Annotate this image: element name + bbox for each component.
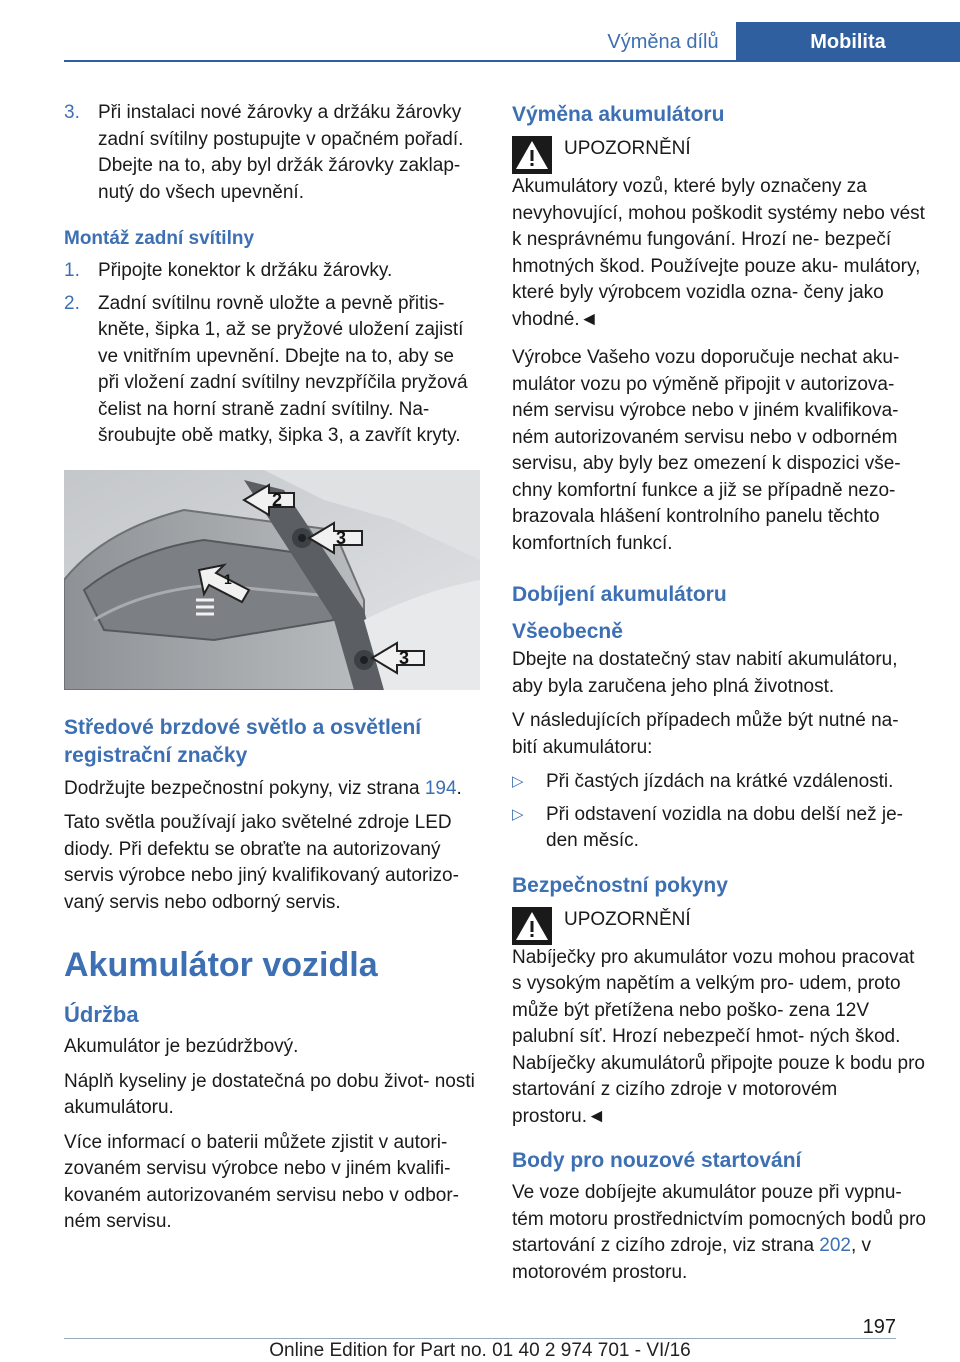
tail-light-figure [64,470,480,690]
footer-rule [64,1338,896,1339]
warning-text: Akumulátory vozů, které byly označeny za nevyhovující, mohou poškodit systémy nebo vést k nesprávnému fungování. Hrozí ne- bezpečí hmotných škod. Používejte pouze aku- mulátory, které byly výrobcem vozidla ozna- čeny jako vhodné.◄ [512,176,925,330]
list-item [512,769,928,796]
paragraph: Akumulátor je bezúdržbový. [64,1036,299,1057]
paragraph: Více informací o baterii můžete zjistit v autori- zovaném servisu výrobce nebo v jiném kvalifi- kovaném autorizovaném servisu nebo v odbor- ném servisu. [64,1131,459,1232]
subheading-bezpecnost: Bezpečnostní pokyny [512,873,728,897]
list-number: 2. [64,292,80,314]
page-link-194[interactable]: 194 [424,777,457,799]
header-rule [64,60,960,62]
left-column [64,100,480,1244]
paragraph: Náplň kyseliny je dostatečná po dobu život- nosti akumulátoru. [64,1070,475,1118]
heading-brake-light: Středové brzdové světlo a osvětlení registrační značky [64,715,422,767]
list-item [64,291,480,450]
list-text: Při instalaci nové žárovky a držáku žárovky zadní svítilny postupujte v opačném pořadí. Dbejte na to, aby byl držák žárovky zaklap- nutý do všech upevnění. [98,102,464,203]
paragraph [512,1180,928,1286]
arrow-label-3a: 3 [336,527,347,548]
subheading-montaz: Montáž zadní svítilny [64,228,255,249]
section-heading-battery: Akumulátor vozidla [64,946,378,984]
warning-box [512,134,928,333]
heading-dobijeni: Dobíjení akumulátoru [512,583,727,606]
list-text: Při odstavení vozidla na dobu delší než je- den měsíc. [546,803,903,851]
arrow-label-3b: 3 [399,647,410,668]
list-text: Zadní svítilnu rovně uložte a pevně přitis- kněte, šipka 1, až se pryžové uložení zajistí ve vnitřním upevnění. Dbejte na to, aby se při vložení zadní svítilny nevzpříčila pryžová čelist na horní straně zadní svítilny. Na- šroubujte obě matky, šipka 3, a zavřít kryty. [98,292,468,446]
warning-title: UPOZORNĚNÍ [564,908,691,930]
edition-footer: Online Edition for Part no. 01 40 2 974 701 - VI/16 [269,1340,691,1361]
paragraph-text: Ve voze dobíjejte akumulátor pouze při vypnu- tém motoru prostřednictvím pomocných bodů pro startování z cizího zdroje, viz strana [512,1182,926,1256]
subheading-body-startovani: Body pro nouzové startování [512,1149,802,1172]
right-column [512,100,928,1294]
warning-text: Nabíječky pro akumulátor vozu mohou pracovat s vysokým napětím a velkým pro- udem, proto může být přetížena nebo poško- zena 12V palubní síť. Hrozí nebezpečí hmot- ných škod. Nabíječky akumulátorů připojte pouze k bodu pro startování z cizího zdroje v motorovém prostoru.◄ [512,946,925,1127]
paragraph-text: Dodržujte bezpečnostní pokyny, viz strana [64,777,425,799]
list-text: Při častých jízdách na krátké vzdálenosti. [546,771,894,792]
arrow-label-2: 2 [272,489,283,510]
paragraph: Výrobce Vašeho vozu doporučuje nechat aku- mulátor vozu po výměně připojit v autorizova- ném servisu výrobce nebo v jiném kvalifikova- ném autorizovaném servisu nebo v odborném servisu, aby byly bez omezení k dispozici vše- chny komfortní funkce a již se případně nezo- brazovala hlášení kontrolního panelu těchto komfortních funkcí. [512,347,901,554]
bullet-marker: ▷ [512,773,524,790]
chapter-tab: Mobilita [736,22,960,62]
paragraph: Dbejte na dostatečný stav nabití akumulátoru, aby byla zaručena jeho plná životnost. [512,649,898,697]
list-item [64,100,480,206]
warning-box [512,905,928,1131]
list-number: 3. [64,102,80,123]
heading-vymena: Výměna akumulátoru [512,103,725,126]
list-item [512,802,928,855]
list-text: Připojte konektor k držáku žárovky. [98,260,393,281]
warning-title: UPOZORNĚNÍ [564,138,691,159]
arrow-label-1: 1 [224,570,232,587]
subheading-udrzba: Údržba [64,1002,139,1027]
section-title: Výměna dílů [607,31,719,53]
subheading-vseobecne: Všeobecně [512,620,623,643]
paragraph-text: . [456,777,462,799]
list-number: 1. [64,260,80,281]
list-item [64,258,480,285]
warning-icon [512,907,552,945]
paragraph-text: , v motorovém prostoru. [512,1235,872,1283]
paragraph [64,776,480,803]
paragraph: V následujících případech může být nutné na- bití akumulátoru: [512,710,899,758]
paragraph: Tato světla používají jako světelné zdroje LED diody. Při defektu se obraťte na autorizovaný servis výrobce nebo jiný kvalifikovaný autorizo- vaný servis nebo odborný servis. [64,812,459,913]
warning-icon [512,136,552,174]
bullet-marker: ▷ [512,805,524,823]
tail-light-illustration [64,470,480,690]
page-number: 197 [862,1316,896,1338]
page-link-202[interactable]: 202 [819,1235,851,1256]
header-tabs [590,22,960,62]
